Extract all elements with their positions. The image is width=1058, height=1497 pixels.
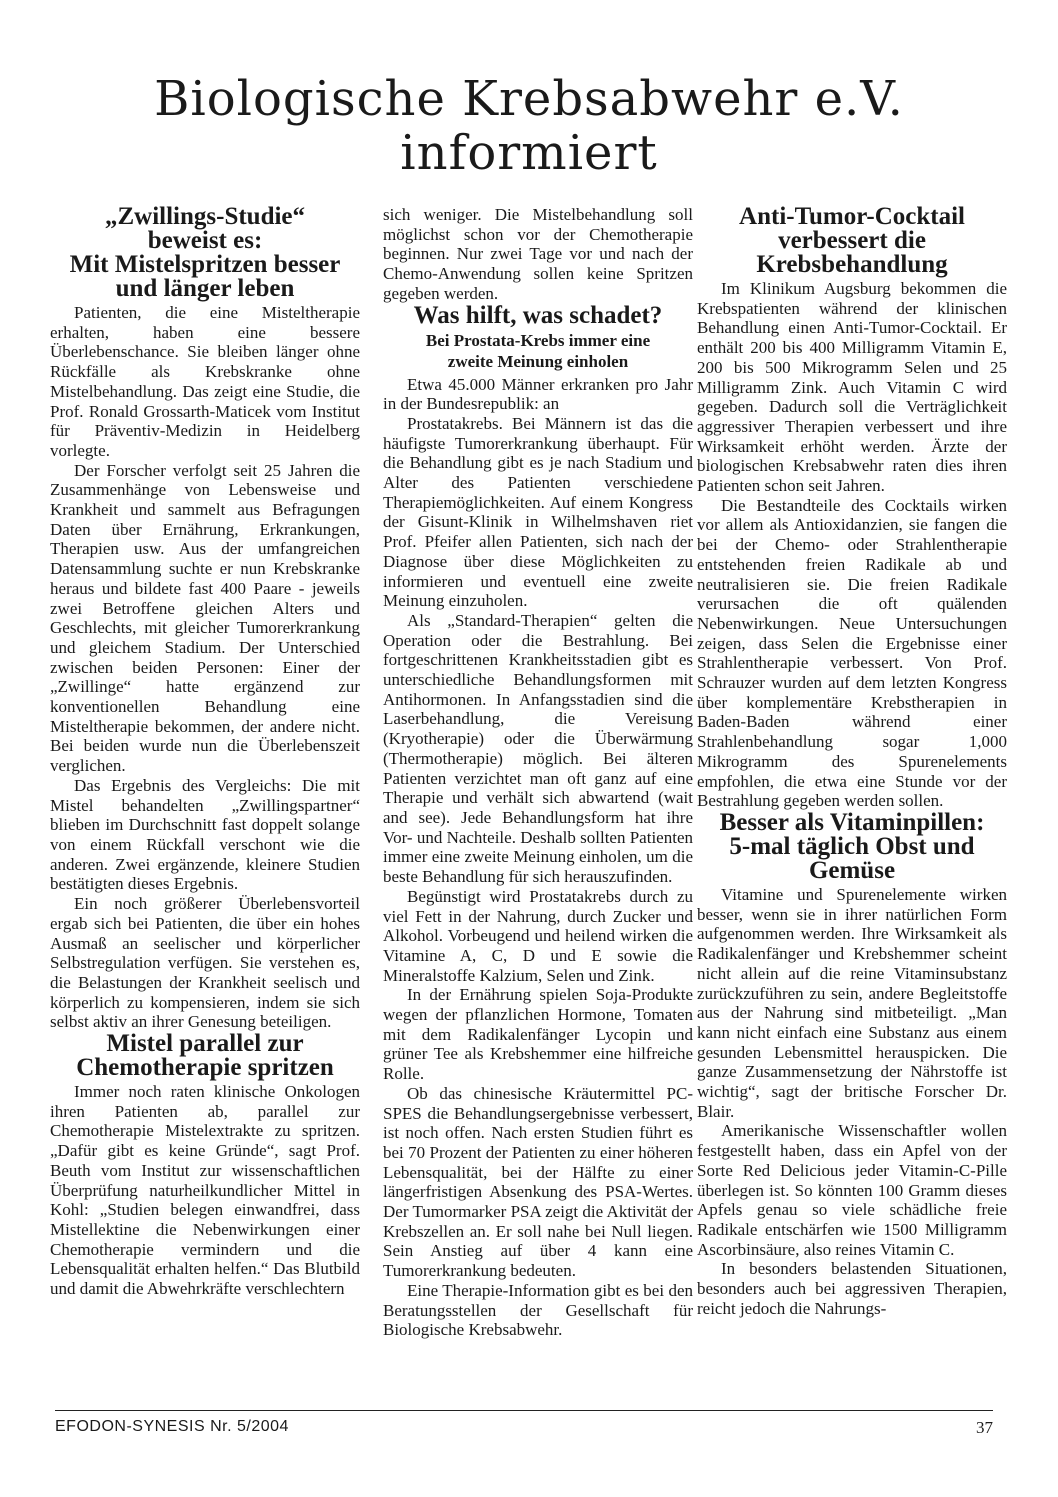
page-title	[40, 72, 1018, 180]
article-prostata-subheading	[383, 330, 693, 372]
heading-line: „Zwillings-Studie“	[104, 205, 306, 230]
paragraph: Das Ergebnis des Vergleichs: Die mit Mistel behandelten „Zwillingspartner“ blieben im Durchschnitt fast doppelt solange von einem Rückfall verschont wie die anderen. Zwei ergänzende, kleinere Studien bestätigten dieses Ergebnis.	[50, 775, 360, 894]
heading-line: Krebsbehandlung	[756, 251, 948, 278]
column-3	[697, 205, 1007, 1400]
paragraph-continued: sich weniger. Die Mistelbehandlung soll möglichst schon vor der Chemotherapie beginnen. Nur zwei Tage vor und nach der Chemo-Anwendung sollen keine Spritzen gegeben werden.	[383, 205, 693, 303]
paragraph: Etwa 45.000 Männer erkranken pro Jahr in der Bundesrepublik: an	[383, 374, 693, 414]
paragraph: Begünstigt wird Prostatakrebs durch zu viel Fett in der Nahrung, durch Zucker und Alkohol. Vorbeugend und heilend wirken die Vitamine A, C, D und E sowie die Mineralstoffe Kalzium, Selen und Zink.	[383, 886, 693, 985]
article-vitamin-heading	[697, 808, 1007, 884]
heading-line: beweist es:	[147, 227, 263, 254]
heading-line: Mit Mistelspritzen besser	[69, 251, 341, 278]
footer-publication: EFODON-SYNESIS Nr. 5/2004	[55, 1418, 289, 1435]
title-line-2: informiert	[400, 125, 658, 181]
paragraph: Ein noch größerer Überlebensvorteil ergab sich bei Patienten, die über ein hohes Ausmaß an seelischer und körperlicher Selbstregulation verfügen. Sie verstehen es, die Belastungen der Krankheit seelisch und körperlich zu kompensieren, indem sie sich selbst aktiv an ihrer Genesung beteiligen.	[50, 894, 360, 1032]
paragraph: Als „Standard-Therapien“ gelten die Operation oder die Bestrahlung. Bei fortgeschrittenen Krankheitsstadien gibt es unterschiedliche Behandlungsformen mit Antihormonen. In Anfangsstadien sind die Laserbehandlung, die Vereisung (Kryotherapie) oder die Überwärmung (Thermotherapie) möglich. Bei älteren Patienten verzichtet man oft ganz auf eine Therapie und verhält sich abwartend (wait and see). Jede Behandlungsform hat ihre Vor- und Nachteile. Deshalb sollten Patienten immer eine zweite Meinung einholen, um die beste Behandlung für sich herauszufinden.	[383, 610, 693, 887]
article-cocktail-heading	[697, 205, 1007, 277]
article-zwillings-heading	[50, 205, 360, 301]
heading-line: verbessert die	[778, 227, 926, 254]
article-mistel-heading	[50, 1032, 360, 1080]
paragraph: Vitamine und Spurenelemente wirken besser, wenn sie in ihrer natürlichen Form aufgenommen werden. Ihre Wirksamkeit als Radikalenfänger und Krebshemmer scheint nicht allein auf die reine Vitaminsubstanz zurückzuführen zu sein, andere Begleitstoffe aus der Nahrung sind mitbeteiligt. „Man kann nicht einfach eine Substanz aus einem gesunden Lebensmittel herauspicken. Die ganze Zusammensetzung der Nährstoffe ist wichtig“, sagt der britische Forscher Dr. Blair.	[697, 884, 1007, 1121]
paragraph: Immer noch raten klinische Onkologen ihren Patienten ab, parallel zur Chemotherapie Mistelextrakte zu spritzen. „Dafür gibt es keine Gründe“, sagt Prof. Beuth vom Institut zur wissenschaftlichen Überprüfung naturheilkundlicher Mittel in Kohl: „Studien belegen einwandfrei, dass Mistellektine die Nebenwirkungen einer Chemotherapie vermindern und die Lebensqualität erhalten helfen.“ Das Blutbild und damit die Abwehrkräfte verschlechtern	[50, 1082, 360, 1299]
paragraph: Eine Therapie-Information gibt es bei den Beratungsstellen der Gesellschaft für Biologische Krebsabwehr.	[383, 1280, 693, 1340]
heading-line: 5-mal täglich Obst und	[729, 832, 975, 860]
footer-divider	[55, 1410, 993, 1411]
paragraph: Ob das chinesische Kräutermittel PC-SPES die Behandlungsergebnisse verbessert, ist noch offen. Nach ersten Studien führt es bei 70 Prozent der Patienten zu einer höheren Lebensqualität, bei der Hälfte zu einer längerfristigen Absenkung des PSA-Wertes. Der Tumormarker PSA zeigt die Aktivität der Krebszellen an. Er soll nahe bei Null liegen. Sein Anstieg auf über 4 kann eine Tumorerkrankung bedeuten.	[383, 1083, 693, 1281]
paragraph: Prostatakrebs. Bei Männern ist das die häufigste Tumorerkrankung überhaupt. Für die Behandlung gibt es je nach Stadium und Alter des Patienten verschiedene Therapiemöglichkeiten. Auf einem Kongress der Gisunt-Klinik in Wilhelmshaven riet Prof. Pfeifer allen Patienten, sich nach der Diagnose über diese Möglichkeiten zu informieren und eventuell eine zweite Meinung einzuholen.	[383, 413, 693, 611]
heading-line: Chemotherapie spritzen	[76, 1054, 334, 1082]
paragraph: Im Klinikum Augsburg bekommen die Krebspatienten während der klinischen Behandlung einen Anti-Tumor-Cocktail. Er enthält 200 bis 400 Milligramm Vitamin E, 200 bis 500 Mikrogramm Selen und 25 Milligramm Zink. Auch Vitamin C wird gegeben. Dadurch soll die Verträglichkeit aggressiver Therapien verbessert und ihre Wirksamkeit erhöht werden. Ärzte der biologischen Krebsabwehr raten dies ihren Patienten schon seit Jahren.	[697, 279, 1007, 496]
heading-line: Anti-Tumor-Cocktail	[739, 205, 965, 230]
heading-line: und länger leben	[115, 275, 295, 302]
paragraph: In besonders belastenden Situationen, besonders auch bei aggressiven Therapien, reicht jedoch die Nahrungs-	[697, 1259, 1007, 1318]
footer-page-number: 37	[976, 1418, 993, 1437]
paragraph: Amerikanische Wissenschaftler wollen festgestellt haben, dass ein Apfel von der Sorte Red Delicious jeder Vitamin-C-Pille überlegen ist. So könnten 100 Gramm dieses Apfels genau so viele schädliche freie Radikale entschärfen wie 1500 Milligramm Ascorbinsäure, also reines Vitamin C.	[697, 1121, 1007, 1259]
heading-line: Besser als Vitaminpillen:	[719, 808, 985, 836]
column-1	[50, 205, 360, 1400]
subheading-line: Bei Prostata-Krebs immer eine	[425, 330, 651, 350]
title-line-1: Biologische Krebsabwehr e.V.	[154, 71, 904, 127]
heading-line: Gemüse	[808, 856, 896, 884]
paragraph: Der Forscher verfolgt seit 25 Jahren die Zusammenhänge von Lebensweise und Krankheit und sammelt aus Befragungen Daten über Ernährung, Erkrankungen, Therapien usw. Aus der umfangreichen Datensammlung suchte er nun Krebskranke heraus und bildete fast 400 Paare - jeweils zwei Betroffene gleichen Alters und Geschlechts, mit gleicher Tumorerkrankung und gleichem Stadium. Der Unterschied zwischen beiden Personen: Einer der „Zwillinge“ hatte ergänzend zur konventionellen Behandlung eine Misteltherapie bekommen, der andere nicht. Bei beiden wurde nun die Überlebenszeit verglichen.	[50, 460, 360, 776]
heading-line: Mistel parallel zur	[106, 1030, 304, 1058]
paragraph: Die Bestandteile des Cocktails wirken vor allem als Antioxidanzien, sie fangen die bei der Chemo- oder Strahlentherapie entstehenden freien Radikale ab und neutralisieren sie. Die freien Radikale verursachen die oft quälenden Nebenwirkungen. Neue Untersuchungen zeigen, dass Selen die Ergebnisse einer Strahlentherapie verbessert. Von Prof. Schrauzer wurden auf dem letzten Kongress über komplementäre Krebstherapien in Baden-Baden während einer Strahlenbehandlung sogar 1,000 Mikrogramm des Spurenelements empfohlen, die etwa eine Stunde vor der Bestrahlung gegeben werden sollen.	[697, 495, 1007, 811]
paragraph: In der Ernährung spielen Soja-Produkte wegen der pflanzlichen Hormone, Tomaten mit dem Radikalenfänger Lycopin und grüner Tee als Krebshemmer eine hilfreiche Rolle.	[383, 985, 693, 1084]
subheading-line: zweite Meinung einholen	[447, 351, 629, 371]
paragraph: Patienten, die eine Misteltherapie erhalten, haben eine bessere Überlebenschance. Sie bleiben länger ohne Rückfälle als Krebskranke ohne Mistelbehandlung. Das zeigt eine Studie, die Prof. Ronald Grossarth-Maticek vom Institut für Präventiv-Medizin in Heidelberg vorlegte.	[50, 303, 360, 460]
column-2	[383, 205, 693, 1400]
article-prostata-heading: Was hilft, was schadet?	[413, 301, 663, 329]
